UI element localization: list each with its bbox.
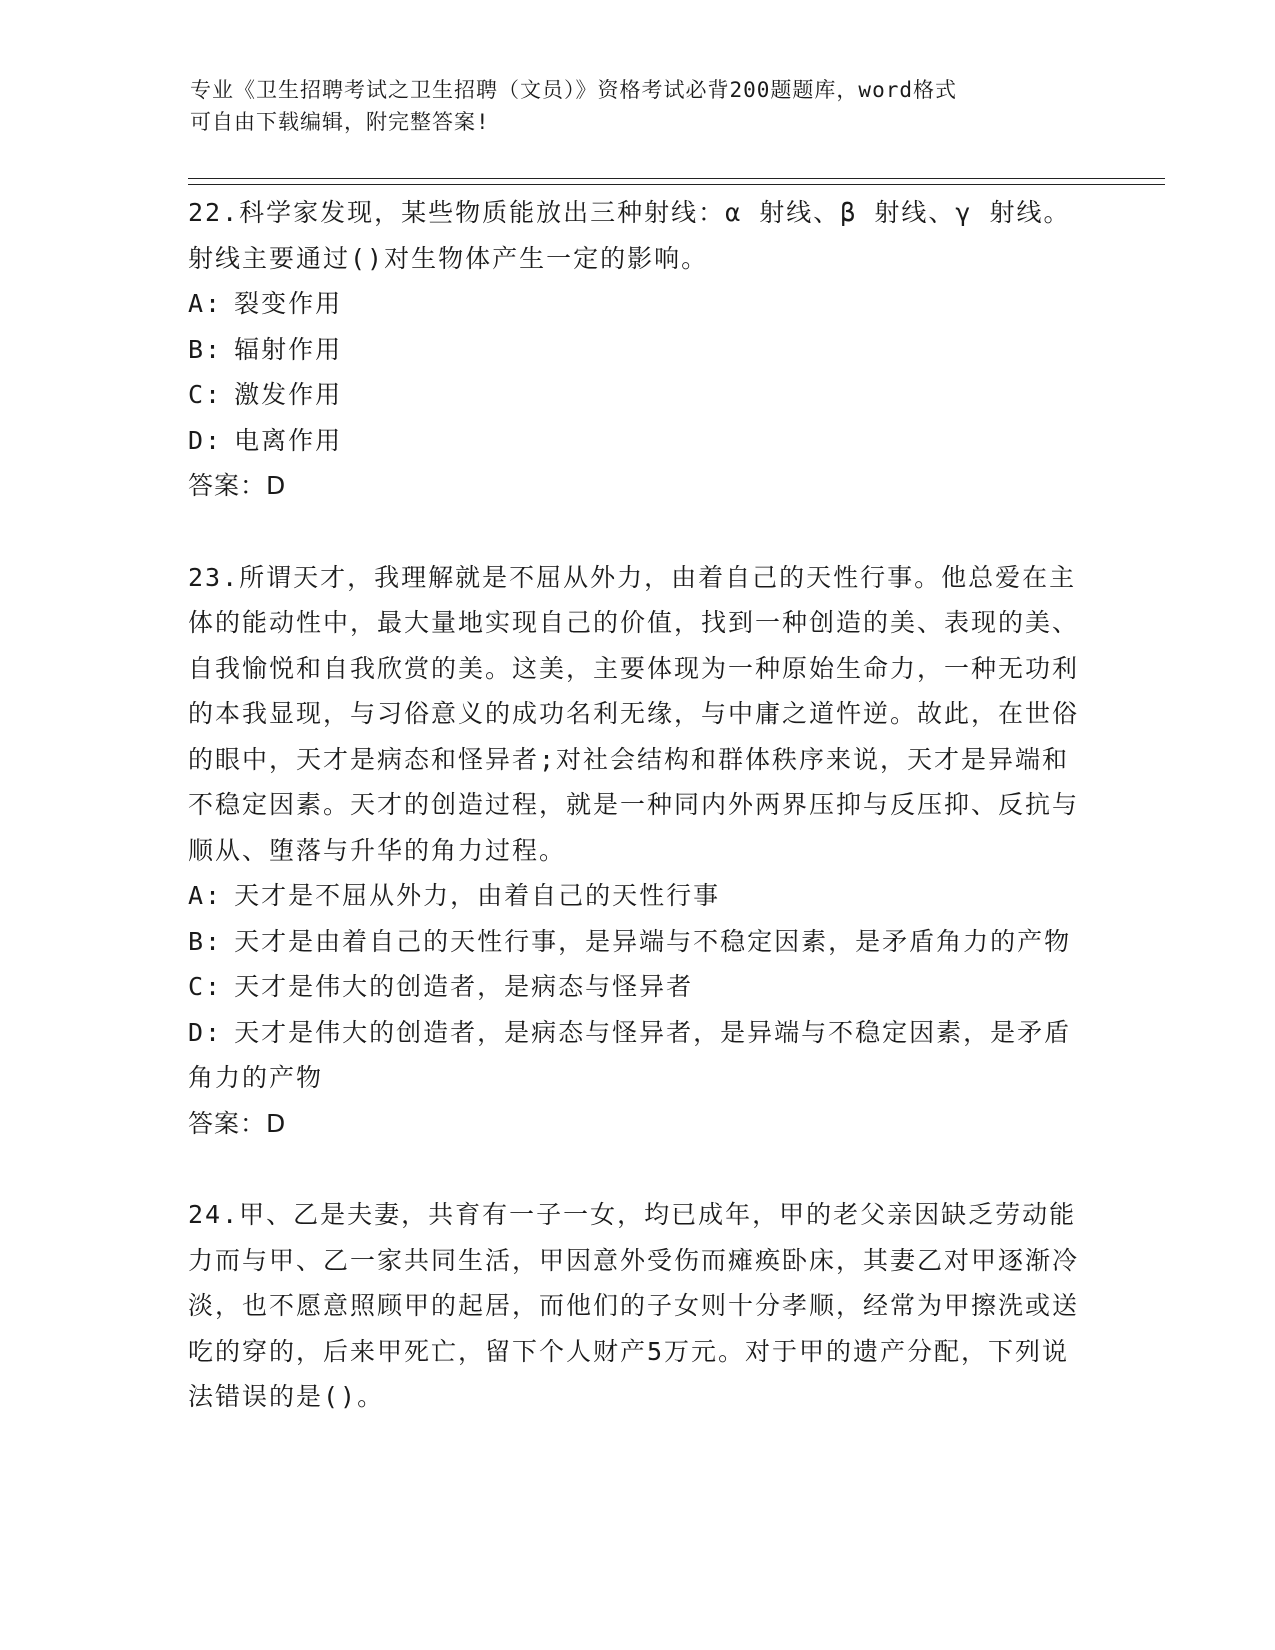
option-letter: B: (188, 334, 223, 364)
question-24 (188, 1192, 1088, 1420)
option-text: 激发作用 (234, 380, 343, 409)
option-text: 辐射作用 (234, 334, 343, 364)
option-b (188, 327, 1088, 373)
option-d (188, 418, 1088, 464)
option-c (188, 964, 1088, 1010)
option-text: 裂变作用 (234, 289, 343, 318)
question-stem: 22.科学家发现，某些物质能放出三种射线：α 射线、β 射线、γ 射线。射线主要通过()对生物体产生一定的影响。 (188, 198, 1071, 273)
option-b (188, 919, 1088, 965)
option-c (188, 372, 1088, 418)
option-letter: D: (188, 425, 223, 455)
option-letter: A: (188, 289, 223, 318)
option-letter: C: (188, 380, 223, 409)
option-d (188, 1010, 1088, 1101)
option-text: 天才是由着自己的天性行事，是异端与不稳定因素，是矛盾角力的产物 (234, 926, 1072, 956)
option-a (188, 281, 1088, 327)
option-letter: C: (188, 972, 223, 1001)
header-rule-bottom (188, 184, 1165, 185)
option-letter: A: (188, 881, 223, 910)
option-letter: B: (188, 926, 223, 956)
question-stem: 23.所谓天才，我理解就是不屈从外力，由着自己的天性行事。他总爱在主体的能动性中，最大量地实现自己的价值，找到一种创造的美、表现的美、自我愉悦和自我欣赏的美。这美，主要体现为一种原始生命力，一种无功利的本我显现，与习俗意义的成功名利无缘，与中庸之道忤逆。故此，在世俗的眼中，天才是病态和怪异者;对社会结构和群体秩序来说，天才是异端和不稳定因素。天才的创造过程，就是一种同内外两界压抑与反压抑、反抗与顺从、堕落与升华的角力过程。 (188, 562, 1080, 865)
answer: 答案：D (188, 471, 287, 500)
answer: 答案：D (188, 1108, 287, 1138)
option-text: 天才是伟大的创造者，是病态与怪异者，是异端与不稳定因素，是矛盾角力的产物 (188, 1017, 1072, 1092)
option-letter: D: (188, 1017, 223, 1047)
question-list (188, 190, 1088, 1420)
header-line-1: 专业《卫生招聘考试之卫生招聘（文员）》资格考试必背200题题库，word格式 (190, 78, 957, 102)
option-text: 天才是伟大的创造者，是病态与怪异者 (234, 972, 694, 1001)
question-stem: 24.甲、乙是夫妻，共育有一子一女，均已成年，甲的老父亲因缺乏劳动能力而与甲、乙一家共同生活，甲因意外受伤而瘫痪卧床，其妻乙对甲逐渐冷淡，也不愿意照顾甲的起居，而他们的子女则十分孝顺，经常为甲擦洗或送吃的穿的，后来甲死亡，留下个人财产5万元。对于甲的遗产分配，下列说法错误的是()。 (188, 1200, 1080, 1411)
question-22 (188, 190, 1088, 509)
option-text: 电离作用 (234, 425, 343, 455)
option-text: 天才是不屈从外力，由着自己的天性行事 (234, 881, 721, 910)
question-23 (188, 555, 1088, 1147)
document-header (190, 74, 1070, 138)
header-rule-top (188, 178, 1165, 179)
option-a (188, 873, 1088, 919)
header-line-2: 可自由下载编辑，附完整答案! (190, 110, 490, 134)
